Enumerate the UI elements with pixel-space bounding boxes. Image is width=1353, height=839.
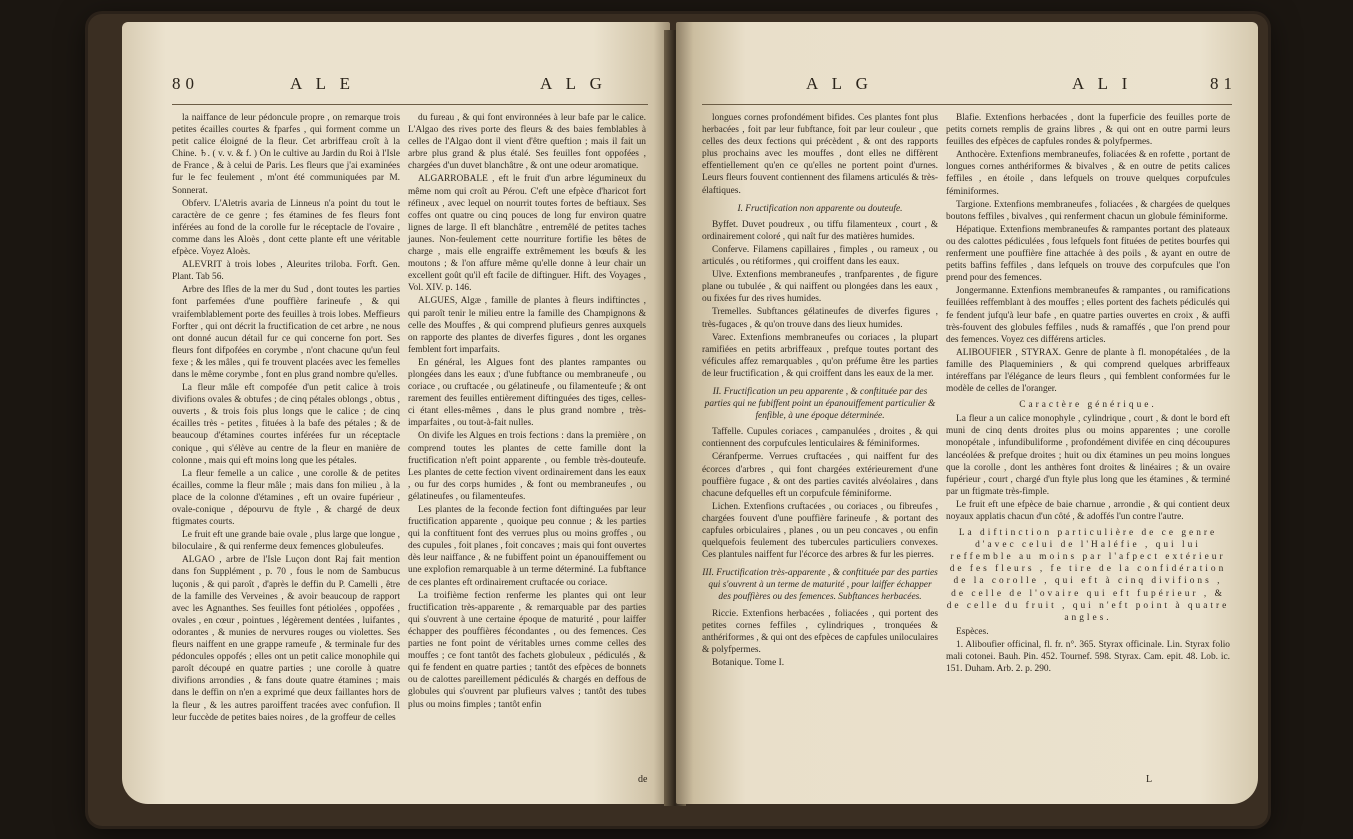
paragraph: III. Fructification très-apparente , & conftituée par des parties qui s'ouvrent à un terme de maturité , pour laiffer échapper des pouffières ou des femences. Subftances herbacées. xyxy=(702,568,938,603)
paragraph: En général, les Algues font des plantes rampantes ou plongées dans les eaux ; d'une fubftance ou membraneufe , ou coriace , ou cruftacée , ou gélatineufe , ou filamenteufe ; & ont rarement des feuilles entièrement diftinguées des tiges, celles-ci étant elles-mêmes , dans le plus grand nombre , très-imparfaites , ou tout-à-fait nulles. xyxy=(408,357,646,429)
right-column-2 xyxy=(946,112,1230,676)
paragraph: Jongermanne. Extenfions membraneufes & rampantes , ou ramifications feuillées reffemblant à des mouffes ; elles portent des fachets pédiculés qui fe fendent jufqu'à leur bafe , en quatre parties ouvertes en croix , & auffi très-fouvent des globules feffiles , nuds & ramaffés , que l'on prend pour des femences. Voyez ces différens articles. xyxy=(946,286,1230,345)
paragraph: Varec. Extenfions membraneufes ou coriaces , la plupart ramifiées en petits arbriffeaux , prefque toutes portant des véficules affez remarquables , qu'on préfume être les parties de leur fructification , & qui croiffent dans les eaux de la mer. xyxy=(702,332,938,379)
left-column-2 xyxy=(408,112,646,712)
right-page-number: 81 xyxy=(1210,74,1237,93)
paragraph: Lichen. Extenfions cruftacées , ou coriaces , ou fibreufes , chargées fouvent d'une pouffière farineufe , & portant des capfules orbiculaires , planes , ou un peu concaves , ou enfin quelquefois feulement des tubercules particuliers convexes. Ces plantules naiffent fur l'écorce des arbres & fur les pierres. xyxy=(702,501,938,561)
paragraph: ALGAO , arbre de l'Isle Luçon dont Raj fait mention dans fon Supplément , p. 70 , fous le nom de Sambucus luçonis , & qui paroît , d'après le deffin du P. Camelli , être de la famille des Verveines , & avoir beaucoup de rapport avec les Agnanthes. Ses feuilles font pétiolées , oppofées , ovales , en cœur , pointues , légèrement dentées , luifantes , odorantes , & munies de nervures rouges ou violettes. Ses fleurs naiffent en une grappe rameufe , & terminale fur des pédoncules oppofés ; elles ont un petit calice monophile qui paroît découpé en quatre parties ; une corolle à quatre divifions arrondies , & fans doute quatre étamines ; mais dans le deffin on n'en a exprimé que deux faillantes hors de la fleur , & les autres paroiffent tracées avec confufion. Il leur fuccède de petites baies noires , de la groffeur de celles xyxy=(172,555,400,723)
paragraph: ALGUES, Algæ , famille de plantes à fleurs indiftinctes , qui paroît tenir le milieu entre la famille des Champignons & celle des Mouffes , & qui comprend plufieurs genres auxquels on rapporte des plantes de diverfes figures , dont les organes femblent fort imparfaits. xyxy=(408,296,646,355)
paragraph: la naiffance de leur pédoncule propre , on remarque trois petites écailles courtes & fparfes , qui forment comme un petit calice éloigné de la fleur. Cet arbriffeau croît à la Chine. ♄. ( v. v. & f. ) On le cultive au Jardin du Roi à l'Isle de France , & à celui de Paris. Les fleurs que j'ai examinées fur le fec feulement , m'ont été communiquées par M. Sonnerat. xyxy=(172,113,400,196)
paragraph: I. Fructification non apparente ou douteufe. xyxy=(737,203,903,214)
paragraph: La diftinction particulière de ce genre d'avec celui de l'Haléfie , qui lui reffemble au moins par l'afpect extérieur de fes fleurs , fe tire de la confidération de la corolle , qui eft à cinq divifions , de celle de l'ovaire qui eft fupérieur , & de celle du fruit , qui n'eft point à quatre angles. xyxy=(946,528,1230,623)
paragraph: La fleur a un calice monophyle , cylindrique , court , & dont le bord eft muni de cinq dents droites plus ou moins apparentes ; une corolle monopétale , infundibuliforme , profondément divifée en cinq découpures lancéolées & prefque droites ; huit ou dix étamines un peu moins longues que la corolle , dont les anthères font droites & linéaires ; & un ovaire fupérieur , court , chargé d'un ftyle plus long que les étamines , & terminé par un ftigmate très-fimple. xyxy=(946,414,1230,497)
paragraph: Arbre des Ifles de la mer du Sud , dont toutes les parties font parfemées d'une pouffière farineufe , & qui vraifemblablement porte des feuilles à trois lobes. Meffieurs Forfter , qui ont décrit la fructification de cet arbre , ne nous ont donné aucun détail fur ce qui concerne fon port. Ses fleurs font difpofées en corymbe , n'ont chacune qu'un feul fexe ; & les mâles , qui fe trouvent placées avec les femelles dans le même corymbe , font en plus grand nombre qu'elles. xyxy=(172,285,400,380)
paragraph: Blafie. Extenfions herbacées , dont la fuperficie des feuilles porte de petits cornets remplis de grains libres , & qui ont en outre parmi leurs feuilles des efpèces de capfules rondes & polyfpermes. xyxy=(946,113,1230,148)
paragraph: Conferve. Filamens capillaires , fimples , ou rameux , ou articulés , ou rétiformes , qui croiffent dans les eaux. xyxy=(702,244,938,268)
paragraph: Espèces. xyxy=(956,626,989,637)
left-head-word-1: A L E xyxy=(290,74,355,93)
left-page-number: 80 xyxy=(172,74,199,93)
paragraph: Le fruit eft une grande baie ovale , plus large que longue , biloculaire , & qui renferme deux femences globuleufes. xyxy=(172,530,400,553)
paragraph: ALEVRIT à trois lobes , Aleurites triloba. Forft. Gen. Plant. Tab 56. xyxy=(172,260,400,283)
right-column-1 xyxy=(702,112,938,670)
paragraph: La troifième fection renferme les plantes qui ont leur fructification très-apparente , & remarquable par des parties qui s'ouvrent à une certaine époque de maturité , pour laiffer échapper des pouffières fécondantes , ou des femences. Ces parties ne font point de véritables urnes comme celles des mouffes ; ce font tantôt des fachets globuleux , pédiculés , & qui fe fendent en quatre parties ; tantôt des efpèces de bonnets ou de calottes pareillement pédiculés & chargés en deffous de globules qui s'ouvrent par plufieurs valves ; tantôt des tubes plus ou moins fimples ; tantôt enfin xyxy=(408,590,646,710)
paragraph: Riccie. Extenfions herbacées , foliacées , qui portent des petites cornes feffiles , cylindriques , tronquées & anthériformes , & qui ont des efpèces de capfules uniloculaires & polyfpermes. xyxy=(702,608,938,655)
left-column-1 xyxy=(172,112,400,725)
paragraph: Obferv. L'Aletris avaria de Linneus n'a point du tout le caractère de ce genre ; fes étamines de fes fleurs font inférées au fond de la corolle fur le réceptacle de l'ovaire , comme dans les Aloès , dont cette plante eft une véritable efpèce. Voyez Aloès. xyxy=(172,198,400,258)
paragraph: On divife les Algues en trois fections : dans la première , on comprend toutes les plantes de cette famille dont la fructification n'eft point apparente , ou femble très-douteufe. Les plantes de cette fection vivent ordinairement dans les eaux , ou fur des corps humides , & font ou membraneufes , ou gélatineufes , ou filamenteufes. xyxy=(408,431,646,502)
paragraph: longues cornes profondément bifides. Ces plantes font plus herbacées , foit par leur fubftance, foit par leur couleur , que celles des deux fections qui précèdent , & ont des rapports plus prochains avec les mouffes , dont elles ne diffèrent effentiellement qu'en ce qu'elles ne portent point d'urnes. Leurs fleurs fouvent contiennent des filamens articulés & très-élaftiques. xyxy=(702,113,938,196)
paragraph: Botanique. Tome I. xyxy=(712,657,785,668)
paragraph: La fleur mâle eft compofée d'un petit calice à trois divifions ovales & obtufes ; de cinq pétales oblongs , obtus , ouverts , & trois fois plus longs que le calice ; de cinq écailles très - petites , fituées à la bafe des pétales ; & de beaucoup d'étamines courtes inférées fur un réceptacle conique , qui s'élève au centre de la fleur en manière de colonne , mais qui eft moins long que les pétales. xyxy=(172,383,400,466)
paragraph: Taffelle. Cupules coriaces , campanulées , droites , & qui contiennent des corpufcules lenticulaires & féminiformes. xyxy=(702,427,938,450)
paragraph: Targione. Extenfions membraneufes , foliacées , & chargées de quelques boutons feffiles , bivalves , qui renferment chacun un globule féminiforme. xyxy=(946,199,1230,222)
paragraph: Les plantes de la feconde fection font diftinguées par leur fructification apparente , quoique peu connue ; & les parties qui la conftituent font des verrues plus ou moins groffes , ou des cupules , foit planes , foit concaves ; mais qui font ouvertes dès leur naiffance , & ne fubiffent point un épanouiffement ou une explofion remarquable à un terme déterminé. La fubftance de ces plantes eft ordinairement cruftacée ou coriace. xyxy=(408,505,646,588)
paragraph: Tremelles. Subftances gélatineufes de diverfes figures , très-fugaces , & qu'on trouve dans des lieux humides. xyxy=(702,307,938,330)
paragraph: du fureau , & qui font environnées à leur bafe par le calice. L'Algao des rives porte des fleurs & des baies femblables à celles de l'Algao dont il vient d'être queftion ; mais il fait un arbre plus grand & plus étalé. Ses feuilles font oppofées , chargées d'un duvet blanchâtre , & ont une odeur aromatique. xyxy=(408,113,646,172)
paragraph: Byffet. Duvet poudreux , ou tiffu filamenteux , court , & ordinairement coloré , qui naît fur des matières humides. xyxy=(702,219,938,242)
paragraph: Hépatique. Extenfions membraneufes & rampantes portant des plateaux ou des calottes pédiculées , fous lefquels font fituées de petites bourfes qui renferment une pouffière fine attachée à des poils , & ayant en outre de petits baffins feffiles , dans lefquels on trouve des corpufcules que l'on prend pour des femences. xyxy=(946,224,1230,284)
paragraph: Anthocère. Extenfions membraneufes, foliacées & en rofette , portant de longues cornes anthériformes & bivalves , & en outre de petits calices feffiles , en étoile , dans lefquels on trouve quelques corpufcules féminiformes. xyxy=(946,150,1230,197)
right-head-word-2: A L I xyxy=(1072,74,1133,93)
signature-mark: L xyxy=(1146,774,1153,785)
paragraph: ALGARROBALE , eft le fruit d'un arbre légumineux du même nom qui croît au Pérou. C'eft une efpèce d'haricot fort réfineux , avec lequel on nourrit toutes fortes de beftiaux. Ses coffes ont quatre ou cinq pouces de long fur environ quatre lignes de large. Il eft blanchâtre , entremêlé de petites taches jaunes. Non-feulement cette nourriture fortifie les bêtes de charge , mais elle engraiffe extrêmement les bœufs & les moutons ; & l'on affure même qu'elle donne à leur chair un excellent goût qu'il eft facile de diftinguer. Hift. des Voyages , Vol. XIV. p. 146. xyxy=(408,174,646,294)
paragraph: ALIBOUFIER , STYRAX. Genre de plante à fl. monopétalées , de la famille des Plaqueminiers , & qui comprend quelques arbriffeaux intéreffans par l'élégance de leurs fleurs , qui femblent conformées fur le modèle de celles de l'oranger. xyxy=(946,347,1230,395)
left-head-word-2: A L G xyxy=(540,74,607,93)
right-page xyxy=(676,22,1258,804)
paragraph: II. Fructification un peu apparente , & conftituée par des parties qui ne fubiffent point un épanouiffement particulier & fenfible, à une époque déterminée. xyxy=(704,386,936,422)
paragraph: Le fruit eft une efpèce de baie charnue , arrondie , & qui contient deux noyaux applatis chacun d'un côté , & adoffés l'un contre l'autre. xyxy=(946,499,1230,522)
paragraph: Céranfperme. Verrues cruftacées , qui naiffent fur des écorces d'arbres , qui font chargées extérieurement d'une pouffière fugace , & ont des parties cavités alvéolaires , dans chacune defquelles eft un corpufcule féminiforme. xyxy=(702,452,938,499)
paragraph: La fleur femelle a un calice , une corolle & de petites écailles, comme la fleur mâle ; mais dans fon milieu , à la place de la colonne d'étamines , eft un ovaire fupérieur , ovale-conique , dépourvu de ftyle , & chargé de deux ftigmates courts. xyxy=(172,468,400,528)
catchword: de xyxy=(638,774,648,785)
left-head-rule xyxy=(172,104,648,105)
paragraph: 1. Aliboufier officinal, fl. fr. n°. 365. Styrax officinale. Lin. Styrax folio mali cotonei. Bauh. Pin. 452. Tournef. 598. Styrax. Cam. epit. 48. Lob. ic. 151. Duham. Arb. 2. p. 290. xyxy=(946,639,1230,675)
paragraph: Ulve. Extenfions membraneufes , tranfparentes , de figure plane ou tubulée , & qui naiffent ou plongées dans les eaux , ou fixées fur des rives humides. xyxy=(702,270,938,305)
right-head-word-1: A L G xyxy=(806,74,873,93)
right-head-rule xyxy=(702,104,1232,105)
left-page xyxy=(122,22,670,804)
paragraph: Caractère générique. xyxy=(1019,400,1157,411)
